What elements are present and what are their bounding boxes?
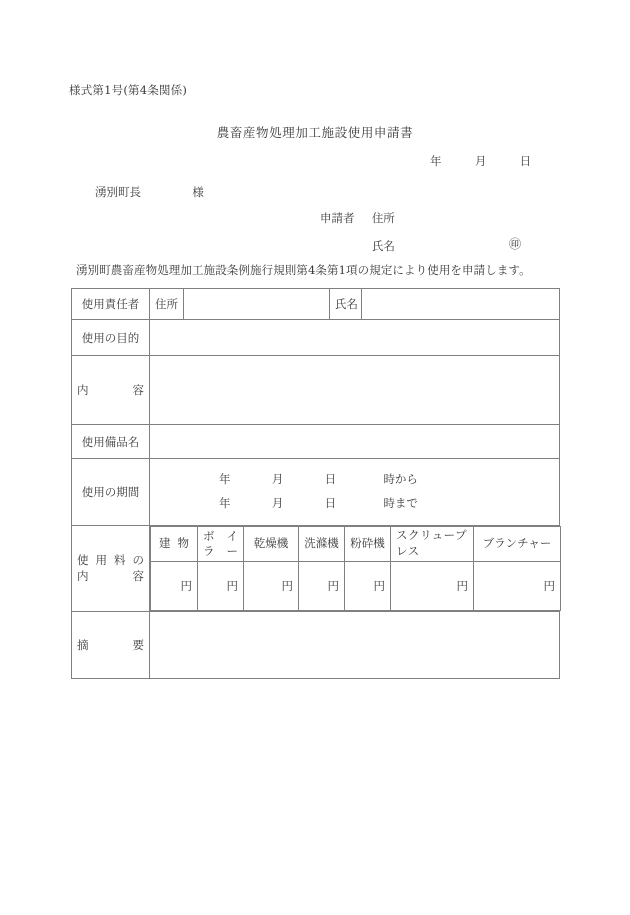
boiler-line1 [203, 529, 238, 544]
fee-header-boiler [198, 527, 244, 562]
screw-press-line1: スクリュープ [396, 528, 468, 543]
period-from-row [155, 468, 554, 492]
boiler-line2 [203, 544, 238, 559]
boiler-char-2: イ [226, 529, 238, 544]
currency-unit: 円 [543, 579, 555, 593]
addressee-name: 湧別町長 [95, 185, 141, 199]
fee-header-dryer: 乾燥機 [244, 527, 299, 562]
period-from-month: 月 [271, 472, 284, 487]
fee-label-line1: 使用料の [77, 552, 144, 567]
period-to-hour: 時まで [383, 496, 418, 510]
purpose-field[interactable] [150, 320, 560, 356]
fee-header-blancher: ブランチャー [474, 527, 561, 562]
period-from-year: 年 [219, 472, 231, 487]
equipment-field[interactable] [150, 425, 560, 459]
fee-value-boiler[interactable] [198, 562, 244, 611]
date-month-label: 月 [474, 154, 487, 168]
period-from-hour: 時から [383, 472, 418, 487]
fee-value-crusher[interactable] [345, 562, 391, 611]
period-label: 使用の期間 [72, 459, 150, 526]
table-row-fee-header [72, 526, 560, 612]
period-to-month: 月 [271, 496, 284, 510]
equipment-label: 使用備品名 [72, 425, 150, 459]
content-field[interactable] [150, 356, 560, 425]
table-row-content [72, 356, 560, 425]
fee-value-screw-press[interactable] [391, 562, 474, 611]
date-line [430, 153, 531, 169]
boiler-char-4: ー [226, 544, 238, 558]
period-field[interactable] [150, 459, 560, 526]
period-to-year: 年 [219, 496, 231, 510]
currency-unit: 円 [327, 579, 339, 593]
fee-value-blancher[interactable] [474, 562, 561, 611]
fee-value-row [151, 562, 561, 611]
remarks-label: 摘要 [72, 611, 150, 678]
period-to-day: 日 [324, 496, 337, 510]
currency-unit: 円 [456, 579, 468, 593]
responsible-name-label: 氏名 [330, 289, 362, 320]
fee-header-screw-press [391, 527, 474, 562]
fee-header-crusher: 粉砕機 [345, 527, 391, 562]
fee-header-row [151, 527, 561, 562]
fee-subtable [150, 526, 561, 611]
fee-header-building: 建物 [151, 527, 198, 562]
fee-label [72, 526, 150, 612]
remarks-field[interactable] [150, 611, 560, 678]
fee-label-line2: 内容 [77, 569, 144, 584]
applicant-address-line [320, 210, 395, 226]
currency-unit: 円 [281, 579, 293, 593]
responsible-name-field[interactable] [362, 289, 560, 320]
fee-value-washer[interactable] [299, 562, 345, 611]
document-title: 農畜産物処理加工施設使用申請書 [216, 125, 414, 140]
table-row-period [72, 459, 560, 526]
currency-unit: 円 [373, 579, 385, 593]
date-day-label: 日 [519, 154, 532, 168]
applicant-address-label: 住所 [371, 211, 395, 225]
fee-header-washer: 洗滌機 [299, 527, 345, 562]
date-year-label: 年 [430, 154, 442, 168]
period-from-day: 日 [324, 472, 337, 487]
table-row-remarks [72, 611, 560, 678]
form-code: 様式第1号(第4条関係) [69, 83, 188, 97]
seal-icon: ㊞ [509, 237, 522, 251]
content-label: 内容 [72, 356, 150, 425]
purpose-label: 使用の目的 [72, 320, 150, 356]
applicant-name-label: 氏名 [372, 239, 395, 253]
fee-value-dryer[interactable] [244, 562, 299, 611]
fee-value-building[interactable] [151, 562, 198, 611]
period-to-row [155, 492, 554, 516]
table-row-responsible-person [72, 289, 560, 320]
boiler-char-3: ラ [203, 544, 215, 558]
addressee [95, 184, 204, 200]
currency-unit: 円 [226, 579, 238, 593]
table-row-equipment [72, 425, 560, 459]
application-table [71, 288, 560, 679]
boiler-char-1: ボ [203, 529, 215, 544]
responsible-address-field[interactable] [184, 289, 330, 320]
responsible-address-label: 住所 [150, 289, 184, 320]
applicant-label: 申請者 [320, 211, 355, 225]
responsible-person-label: 使用責任者 [72, 289, 150, 320]
screw-press-line2: レス [396, 544, 420, 558]
statement-text: 湧別町農畜産物処理加工施設条例施行規則第4条第1項の規定により使用を申請します。 [76, 263, 531, 277]
currency-unit: 円 [180, 579, 192, 593]
table-row-purpose [72, 320, 560, 356]
addressee-honorific: 様 [192, 185, 204, 199]
